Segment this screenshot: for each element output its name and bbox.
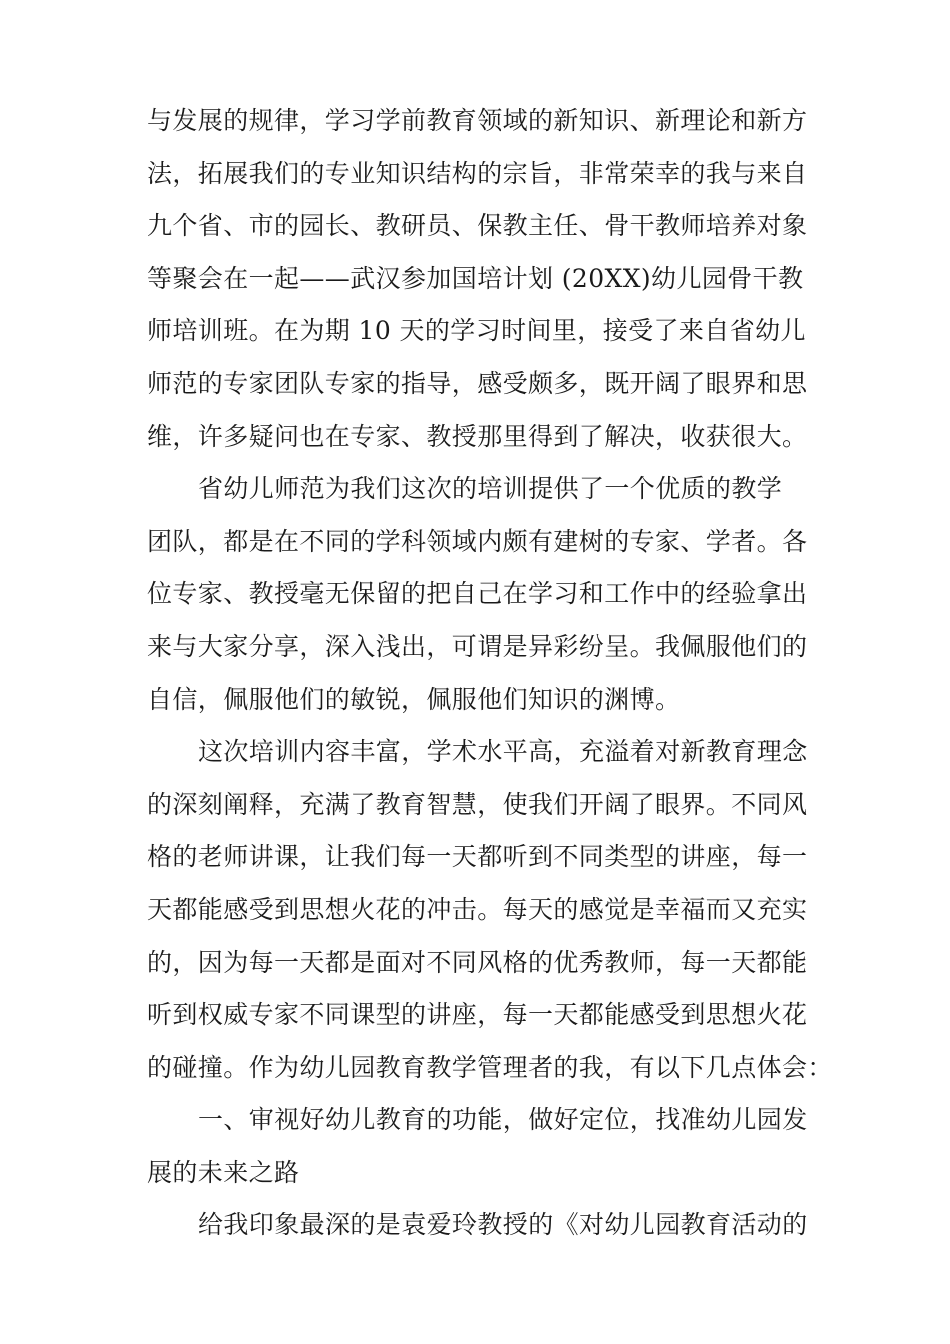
text-line: 法，拓展我们的专业知识结构的宗旨，非常荣幸的我与来自 [147, 158, 808, 188]
paragraph [147, 463, 827, 726]
text-line: 的深刻阐释，充满了教育智慧，使我们开阔了眼界。不同风 [147, 789, 808, 819]
paragraph [147, 726, 833, 1094]
text-line: 与发展的规律，学习学前教育领域的新知识、新理论和新方 [147, 106, 808, 135]
text-line: 师范的专家团队专家的指导，感受颇多，既开阔了眼界和思 [147, 368, 808, 398]
document-body [147, 95, 833, 1252]
text-line: 九个省、市的园长、教研员、保教主任、骨干教师培养对象 [147, 211, 808, 241]
text-line: 这次培训内容丰富，学术水平高，充溢着对新教育理念 [198, 737, 808, 767]
text-line: 天都能感受到思想火花的冲击。每天的感觉是幸福而又充实 [147, 894, 808, 924]
text-line: 位专家、教授毫无保留的把自己在学习和工作中的经验拿出 [147, 579, 808, 609]
text-line: 的，因为每一天都是面对不同风格的优秀教师，每一天都能 [147, 947, 808, 977]
text-line: 听到权威专家不同课型的讲座，每一天都能感受到思想火花 [147, 1000, 808, 1030]
text-line: 维，许多疑问也在专家、教授那里得到了解决，收获很大。 [147, 421, 808, 451]
section-heading [147, 1094, 827, 1199]
text-line: 师培训班。在为期 10 天的学习时间里，接受了来自省幼儿 [147, 316, 806, 346]
text-line: 格的老师讲课，让我们每一天都听到不同类型的讲座，每一 [147, 842, 808, 872]
text-line: 来与大家分享，深入浅出，可谓是异彩纷呈。我佩服他们的 [147, 631, 808, 661]
text-line: 给我印象最深的是袁爱玲教授的《对幼儿园教育活动的 [198, 1210, 808, 1240]
paragraph [147, 95, 827, 463]
paragraph [147, 1199, 827, 1252]
text-line: 展的未来之路 [147, 1157, 300, 1187]
text-line: 等聚会在一起——武汉参加国培计划 (20XX)幼儿园骨干教 [147, 263, 804, 293]
text-line: 一、审视好幼儿教育的功能，做好定位，找准幼儿园发 [198, 1105, 808, 1135]
text-line: 省幼儿师范为我们这次的培训提供了一个优质的教学 [198, 474, 783, 504]
text-line: 的碰撞。作为幼儿园教育教学管理者的我，有以下几点体会： [147, 1052, 833, 1082]
text-line: 自信，佩服他们的敏锐，佩服他们知识的渊博。 [147, 684, 681, 714]
text-line: 团队，都是在不同的学科领域内颇有建树的专家、学者。各 [147, 526, 808, 556]
